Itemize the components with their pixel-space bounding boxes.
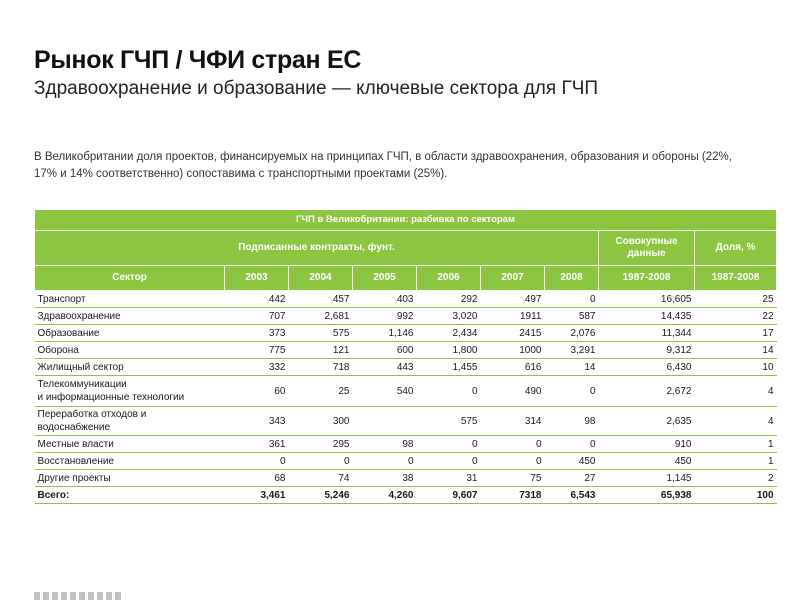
sector-name-cell: [35, 436, 225, 453]
year-value-cell: 121: [289, 342, 353, 359]
year-value-cell: 31: [417, 470, 481, 487]
year-value-cell: 295: [289, 436, 353, 453]
year-value-cell: 575: [417, 407, 481, 436]
sector-name-cell: [35, 359, 225, 376]
share-value-cell: 14: [695, 342, 777, 359]
sector-name: Восстановление: [37, 455, 114, 467]
year-value-cell: 2415: [481, 325, 545, 342]
year-column-header: 2004: [289, 266, 353, 291]
intro-paragraph: В Великобритании доля проектов, финансируемых на принципах ГЧП, в области здравоохранения, образования и обороны (22%, 17% и 14% соответственно) сопоставима с транспортными проектами (25%).: [34, 151, 732, 180]
sector-name: Образование: [37, 327, 100, 339]
sector-name-cell: [35, 407, 225, 436]
total-year-value: 5,246: [289, 487, 353, 504]
year-value-cell: 25: [289, 376, 353, 407]
year-value-cell: 992: [353, 308, 417, 325]
cumulative-value-cell: 16,605: [599, 291, 695, 308]
table-row: [35, 308, 777, 325]
cumulative-value-cell: 11,344: [599, 325, 695, 342]
sector-name-cell: [35, 342, 225, 359]
sector-name: Транспорт: [37, 293, 86, 305]
year-value-cell: 497: [481, 291, 545, 308]
year-column-header: 2008: [545, 266, 599, 291]
year-value-cell: [353, 407, 417, 436]
year-value-cell: 718: [289, 359, 353, 376]
cropped-footnote-text: [34, 592, 124, 600]
year-value-cell: 0: [353, 453, 417, 470]
total-row: [35, 487, 777, 504]
year-value-cell: 575: [289, 325, 353, 342]
sector-name-continued: и информационные технологии: [37, 392, 185, 403]
total-label: Всего:: [35, 487, 225, 504]
sector-name: Другие проекты: [37, 472, 111, 484]
cumulative-value-cell: 14,435: [599, 308, 695, 325]
sector-name: Оборона: [37, 344, 79, 356]
year-value-cell: 14: [545, 359, 599, 376]
sector-name-cell: [35, 325, 225, 342]
total-share-value: 100: [695, 487, 777, 504]
page-title: Рынок ГЧП / ЧФИ стран ЕС: [34, 46, 362, 74]
year-value-cell: 1,455: [417, 359, 481, 376]
share-value-cell: 4: [695, 376, 777, 407]
year-value-cell: 1,146: [353, 325, 417, 342]
table-row: [35, 359, 777, 376]
share-value-cell: 22: [695, 308, 777, 325]
year-value-cell: 1000: [481, 342, 545, 359]
table-row: [35, 470, 777, 487]
sector-name: Телекоммуникации: [37, 379, 127, 390]
year-value-cell: 443: [353, 359, 417, 376]
year-value-cell: 343: [225, 407, 289, 436]
year-column-header: 2006: [417, 266, 481, 291]
year-value-cell: 0: [417, 453, 481, 470]
cumulative-value-cell: 2,672: [599, 376, 695, 407]
year-value-cell: 2,434: [417, 325, 481, 342]
sector-name-cell: [35, 308, 225, 325]
year-value-cell: 68: [225, 470, 289, 487]
total-year-value: 9,607: [417, 487, 481, 504]
year-value-cell: 0: [545, 376, 599, 407]
year-value-cell: 27: [545, 470, 599, 487]
total-cumulative-value: 65,938: [599, 487, 695, 504]
year-value-cell: 0: [417, 436, 481, 453]
cumulative-value-cell: 450: [599, 453, 695, 470]
year-column-header: 2007: [481, 266, 545, 291]
cumulative-value-cell: 910: [599, 436, 695, 453]
year-value-cell: 300: [289, 407, 353, 436]
year-value-cell: 0: [545, 291, 599, 308]
year-value-cell: 314: [481, 407, 545, 436]
year-value-cell: 450: [545, 453, 599, 470]
year-value-cell: 292: [417, 291, 481, 308]
total-year-value: 6,543: [545, 487, 599, 504]
table-row: [35, 291, 777, 308]
year-value-cell: 587: [545, 308, 599, 325]
year-value-cell: 0: [225, 453, 289, 470]
sector-breakdown-table: [34, 209, 777, 504]
table-row: [35, 407, 777, 436]
year-value-cell: 332: [225, 359, 289, 376]
table-title: ГЧП в Великобритании: разбивка по секторам: [35, 210, 777, 231]
year-value-cell: 98: [353, 436, 417, 453]
share-period-header: 1987-2008: [695, 266, 777, 291]
year-value-cell: 490: [481, 376, 545, 407]
share-value-cell: 1: [695, 436, 777, 453]
year-value-cell: 0: [481, 436, 545, 453]
table-column-header-row: [35, 266, 777, 291]
year-value-cell: 0: [289, 453, 353, 470]
share-value-cell: 25: [695, 291, 777, 308]
year-value-cell: 74: [289, 470, 353, 487]
year-value-cell: 707: [225, 308, 289, 325]
year-value-cell: 0: [545, 436, 599, 453]
year-value-cell: 75: [481, 470, 545, 487]
share-value-cell: 10: [695, 359, 777, 376]
share-value-cell: 4: [695, 407, 777, 436]
sector-name-cell: [35, 453, 225, 470]
sector-name: Местные власти: [37, 438, 114, 450]
table-body: [35, 291, 777, 504]
year-value-cell: 2,681: [289, 308, 353, 325]
year-value-cell: 1,800: [417, 342, 481, 359]
sector-name: Здравоохранение: [37, 310, 121, 322]
signed-contracts-header: Подписанные контракты, фунт.: [35, 231, 599, 266]
year-value-cell: 3,291: [545, 342, 599, 359]
cumulative-value-cell: 1,145: [599, 470, 695, 487]
cumulative-value-cell: 2,635: [599, 407, 695, 436]
year-value-cell: 60: [225, 376, 289, 407]
year-value-cell: 616: [481, 359, 545, 376]
total-year-value: 3,461: [225, 487, 289, 504]
cumulative-period-header: 1987-2008: [599, 266, 695, 291]
table-row: [35, 376, 777, 407]
year-value-cell: 361: [225, 436, 289, 453]
share-value-cell: 2: [695, 470, 777, 487]
year-value-cell: 38: [353, 470, 417, 487]
year-value-cell: 442: [225, 291, 289, 308]
table-group-header-row: [35, 231, 777, 266]
year-value-cell: 457: [289, 291, 353, 308]
sector-name-cell: [35, 470, 225, 487]
total-year-value: 7318: [481, 487, 545, 504]
year-value-cell: 1911: [481, 308, 545, 325]
cumulative-value-cell: 6,430: [599, 359, 695, 376]
sector-name-cell: [35, 376, 225, 407]
year-value-cell: 0: [481, 453, 545, 470]
share-value-cell: 17: [695, 325, 777, 342]
year-column-header: 2003: [225, 266, 289, 291]
table-row: [35, 342, 777, 359]
sector-table-container: [34, 209, 776, 504]
total-year-value: 4,260: [353, 487, 417, 504]
cumulative-header: Совокупные данные: [599, 231, 695, 266]
year-value-cell: 403: [353, 291, 417, 308]
share-header: Доля, %: [695, 231, 777, 266]
sector-name: Жилищный сектор: [37, 361, 124, 373]
year-value-cell: 98: [545, 407, 599, 436]
table-row: [35, 325, 777, 342]
footnote-fragment: [34, 592, 134, 600]
year-value-cell: 775: [225, 342, 289, 359]
year-value-cell: 2,076: [545, 325, 599, 342]
table-row: [35, 453, 777, 470]
page-subtitle: Здравоохранение и образование — ключевые сектора для ГЧП: [34, 78, 599, 99]
sector-column-header: Сектор: [35, 266, 225, 291]
year-value-cell: 0: [417, 376, 481, 407]
sector-name-cell: [35, 291, 225, 308]
share-value-cell: 1: [695, 453, 777, 470]
year-value-cell: 3,020: [417, 308, 481, 325]
year-value-cell: 540: [353, 376, 417, 407]
cumulative-value-cell: 9,312: [599, 342, 695, 359]
sector-name: Переработка отходов и водоснабжение: [37, 409, 147, 433]
year-value-cell: 373: [225, 325, 289, 342]
table-title-row: [35, 210, 777, 231]
table-row: [35, 436, 777, 453]
year-value-cell: 600: [353, 342, 417, 359]
year-column-header: 2005: [353, 266, 417, 291]
